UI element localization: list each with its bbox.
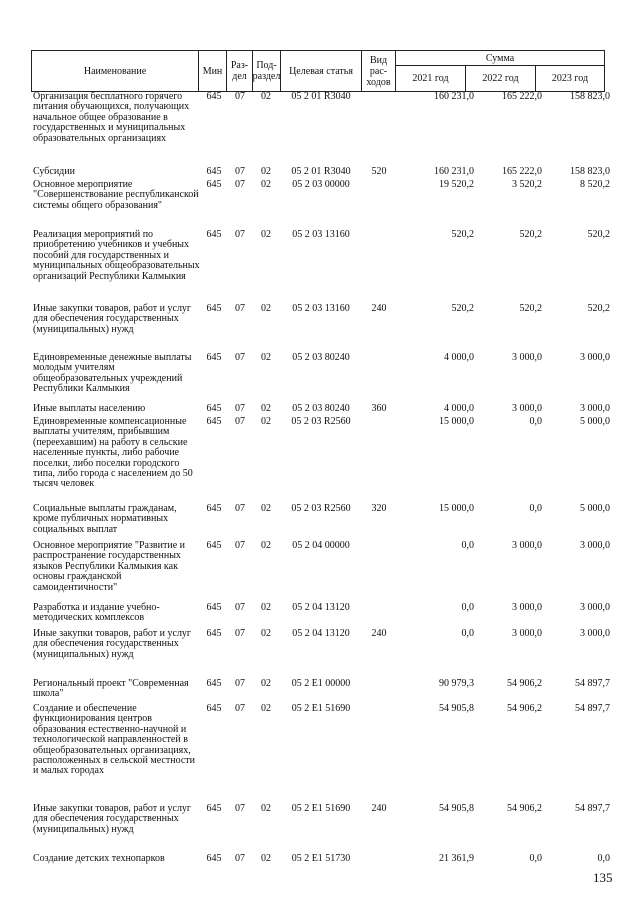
row-y2022: 520,2 [519, 229, 542, 240]
header-year-2021: 2021 год [395, 65, 466, 92]
row-y2023: 520,2 [587, 229, 610, 240]
row-razdel: 07 [235, 416, 245, 427]
row-podrazdel: 02 [261, 803, 271, 814]
row-min: 645 [206, 179, 222, 190]
row-y2021: 90 979,3 [439, 678, 474, 689]
row-podrazdel: 02 [261, 628, 271, 639]
row-min: 645 [206, 416, 222, 427]
row-y2022: 3 000,0 [512, 628, 542, 639]
row-celevaya: 05 2 03 00000 [292, 179, 350, 190]
row-y2023: 5 000,0 [580, 503, 610, 514]
row-podrazdel: 02 [261, 403, 271, 414]
row-celevaya: 05 2 E1 51690 [291, 703, 351, 714]
row-y2022: 3 000,0 [512, 403, 542, 414]
row-razdel: 07 [235, 602, 245, 613]
header-podrazdel: Под-раздел [252, 50, 281, 92]
row-podrazdel: 02 [261, 540, 271, 551]
row-vid: 360 [371, 403, 387, 414]
row-y2022: 0,0 [529, 503, 542, 514]
row-y2021: 520,2 [451, 303, 474, 314]
row-y2023: 3 000,0 [580, 352, 610, 363]
row-y2023: 0,0 [597, 853, 610, 864]
page-number: 135 [593, 870, 613, 885]
row-podrazdel: 02 [261, 602, 271, 613]
row-razdel: 07 [235, 166, 245, 177]
row-name: Реализация мероприятий по приобретению учебников и учебных пособий для государственных и муниципальных общеобразовательных организаций Республики Калмыкия [33, 229, 200, 282]
row-razdel: 07 [235, 352, 245, 363]
row-y2021: 0,0 [461, 540, 474, 551]
row-y2022: 54 906,2 [507, 703, 542, 714]
row-podrazdel: 02 [261, 678, 271, 689]
table-header [31, 50, 605, 92]
row-min: 645 [206, 853, 222, 864]
row-razdel: 07 [235, 803, 245, 814]
row-celevaya: 05 2 E1 51690 [291, 803, 351, 814]
row-name: Единовременные компенсационные выплаты учителям, прибывшим (переехавшим) на работу в сельские населенные пункты, либо рабочие поселки, либо поселки городского типа, либо города с населением до 50 тысяч человек [33, 416, 193, 490]
row-celevaya: 05 2 01 R3040 [291, 91, 351, 102]
row-razdel: 07 [235, 678, 245, 689]
row-y2023: 54 897,7 [575, 678, 610, 689]
row-y2022: 165 222,0 [502, 166, 542, 177]
row-y2021: 0,0 [461, 602, 474, 613]
row-podrazdel: 02 [261, 166, 271, 177]
row-razdel: 07 [235, 853, 245, 864]
header-celevaya: Целевая статья [280, 50, 362, 92]
header-year-2022: 2022 год [465, 65, 536, 92]
row-y2022: 520,2 [519, 303, 542, 314]
row-y2021: 4 000,0 [444, 403, 474, 414]
row-vid: 240 [371, 803, 387, 814]
row-razdel: 07 [235, 703, 245, 714]
row-celevaya: 05 2 03 80240 [292, 352, 350, 363]
row-name: Иные закупки товаров, работ и услуг для обеспечения государственных (муниципальных) нужд [33, 303, 192, 335]
row-razdel: 07 [235, 503, 245, 514]
row-y2023: 3 000,0 [580, 540, 610, 551]
row-celevaya: 05 2 E1 51730 [291, 853, 351, 864]
row-y2022: 165 222,0 [502, 91, 542, 102]
row-razdel: 07 [235, 91, 245, 102]
row-razdel: 07 [235, 628, 245, 639]
row-y2022: 54 906,2 [507, 803, 542, 814]
row-razdel: 07 [235, 403, 245, 414]
row-y2022: 3 000,0 [512, 540, 542, 551]
row-name: Региональный проект "Современная школа" [33, 678, 189, 700]
row-y2021: 520,2 [451, 229, 474, 240]
row-y2023: 5 000,0 [580, 416, 610, 427]
row-y2023: 158 823,0 [570, 91, 610, 102]
row-min: 645 [206, 229, 222, 240]
row-y2023: 520,2 [587, 303, 610, 314]
row-min: 645 [206, 166, 222, 177]
row-celevaya: 05 2 03 13160 [292, 229, 350, 240]
row-y2021: 160 231,0 [434, 166, 474, 177]
header-year-2023: 2023 год [535, 65, 605, 92]
row-podrazdel: 02 [261, 179, 271, 190]
row-podrazdel: 02 [261, 303, 271, 314]
row-y2022: 0,0 [529, 416, 542, 427]
row-razdel: 07 [235, 179, 245, 190]
row-y2022: 0,0 [529, 853, 542, 864]
row-celevaya: 05 2 04 13120 [292, 628, 350, 639]
row-y2023: 3 000,0 [580, 602, 610, 613]
row-celevaya: 05 2 04 13120 [292, 602, 350, 613]
row-razdel: 07 [235, 540, 245, 551]
row-podrazdel: 02 [261, 703, 271, 714]
row-name: Создание детских технопарков [33, 853, 165, 864]
row-vid: 520 [371, 166, 387, 177]
row-min: 645 [206, 678, 222, 689]
row-min: 645 [206, 352, 222, 363]
row-y2021: 4 000,0 [444, 352, 474, 363]
row-y2021: 15 000,0 [439, 416, 474, 427]
row-min: 645 [206, 803, 222, 814]
row-min: 645 [206, 503, 222, 514]
row-y2021: 54 905,8 [439, 803, 474, 814]
row-y2023: 3 000,0 [580, 403, 610, 414]
row-podrazdel: 02 [261, 229, 271, 240]
row-celevaya: 05 2 03 R2560 [291, 503, 351, 514]
row-podrazdel: 02 [261, 853, 271, 864]
row-razdel: 07 [235, 303, 245, 314]
row-celevaya: 05 2 04 00000 [292, 540, 350, 551]
row-name: Создание и обеспечение функционирования центров образования естественно-научной и технологической направленностей в общеобразовательных организациях, расположенных в сельской местности и малых городах [33, 703, 195, 777]
row-name: Основное мероприятие "Развитие и распространение государственных языков Республики Калмыкия как основы гражданской самоидентичности" [33, 540, 185, 593]
row-name: Субсидии [33, 166, 75, 177]
row-y2023: 3 000,0 [580, 628, 610, 639]
row-celevaya: 05 2 03 13160 [292, 303, 350, 314]
row-min: 645 [206, 628, 222, 639]
row-podrazdel: 02 [261, 416, 271, 427]
row-y2023: 54 897,7 [575, 803, 610, 814]
row-name: Организация бесплатного горячего питания обучающихся, получающих начальное общее образование в государственных и муниципальных образовательных организациях [33, 91, 190, 144]
row-y2021: 0,0 [461, 628, 474, 639]
row-name: Разработка и издание учебно-методических комплексов [33, 602, 160, 624]
row-celevaya: 05 2 E1 00000 [291, 678, 351, 689]
row-celevaya: 05 2 01 R3040 [291, 166, 351, 177]
row-y2023: 158 823,0 [570, 166, 610, 177]
row-min: 645 [206, 303, 222, 314]
row-y2022: 3 000,0 [512, 602, 542, 613]
row-min: 645 [206, 91, 222, 102]
row-vid: 240 [371, 303, 387, 314]
row-y2022: 3 000,0 [512, 352, 542, 363]
row-razdel: 07 [235, 229, 245, 240]
row-y2021: 19 520,2 [439, 179, 474, 190]
row-celevaya: 05 2 03 R2560 [291, 416, 351, 427]
row-y2021: 160 231,0 [434, 91, 474, 102]
row-name: Единовременные денежные выплаты молодым учителям общеобразовательных учреждений Республики Калмыкия [33, 352, 192, 395]
row-min: 645 [206, 403, 222, 414]
row-podrazdel: 02 [261, 503, 271, 514]
row-y2022: 54 906,2 [507, 678, 542, 689]
row-min: 645 [206, 602, 222, 613]
row-y2021: 54 905,8 [439, 703, 474, 714]
row-y2022: 3 520,2 [512, 179, 542, 190]
header-summa: Сумма [395, 50, 605, 66]
header-vid: Вид рас-ходов [361, 50, 396, 92]
row-podrazdel: 02 [261, 91, 271, 102]
row-y2023: 54 897,7 [575, 703, 610, 714]
row-y2021: 15 000,0 [439, 503, 474, 514]
row-min: 645 [206, 540, 222, 551]
row-podrazdel: 02 [261, 352, 271, 363]
row-celevaya: 05 2 03 80240 [292, 403, 350, 414]
header-min: Мин [198, 50, 227, 92]
row-name: Социальные выплаты гражданам, кроме публичных нормативных социальных выплат [33, 503, 177, 535]
header-razdel: Раз-дел [226, 50, 253, 92]
row-name: Иные закупки товаров, работ и услуг для обеспечения государственных (муниципальных) нужд [33, 803, 192, 835]
row-name: Иные закупки товаров, работ и услуг для обеспечения государственных (муниципальных) нужд [33, 628, 192, 660]
row-vid: 240 [371, 628, 387, 639]
row-y2021: 21 361,9 [439, 853, 474, 864]
row-vid: 320 [371, 503, 387, 514]
row-min: 645 [206, 703, 222, 714]
header-name: Наименование [31, 50, 199, 92]
row-y2023: 8 520,2 [580, 179, 610, 190]
row-name: Иные выплаты населению [33, 403, 146, 414]
row-name: Основное мероприятие "Совершенствование республиканской системы общего образования" [33, 179, 199, 211]
